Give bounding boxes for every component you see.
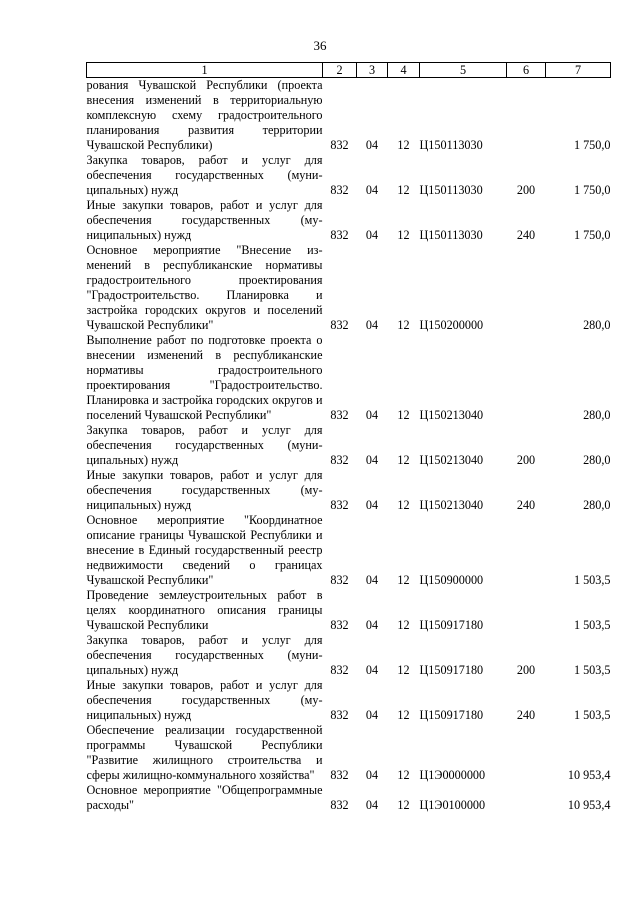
- row-expense-type: [507, 588, 546, 633]
- column-header-2: 2: [323, 63, 357, 78]
- row-expense-type: 200: [516, 453, 536, 467]
- table-row: [87, 423, 611, 468]
- table-row: [87, 198, 611, 243]
- row-expense-type: [507, 78, 546, 154]
- row-target-article: Ц150917180: [419, 708, 484, 722]
- table-row: [87, 633, 611, 678]
- row-name: Основное мероприятие "Общепрограммные расходы": [86, 783, 323, 812]
- row-name: Иные закупки товаров, работ и услуг для обеспечения государственных (муниципальных) нужд: [86, 678, 323, 722]
- row-subsection-code: 12: [397, 768, 410, 782]
- row-ministry-code: 832: [330, 408, 349, 422]
- row-subsection-code: 12: [397, 318, 410, 332]
- row-amount: 10 953,4: [567, 798, 611, 812]
- row-expense-type: [507, 513, 546, 588]
- row-subsection-code: 12: [397, 408, 410, 422]
- row-section-code: 04: [365, 663, 379, 677]
- row-subsection-code: 12: [397, 618, 410, 632]
- column-header-1: 1: [87, 63, 323, 78]
- row-ministry-code: 832: [330, 708, 349, 722]
- row-name: Основное мероприятие "Внесение изменений в республиканские нормативы градостроительного проектирования "Градостроительство. Планировка и застройка городских округов и поселений Чувашской Республики": [86, 243, 323, 332]
- column-header-7: 7: [546, 63, 611, 78]
- row-amount: 280,0: [583, 318, 611, 332]
- table-row: [87, 468, 611, 513]
- row-ministry-code: 832: [330, 318, 349, 332]
- row-amount: 10 953,4: [567, 768, 611, 782]
- budget-table: [86, 62, 611, 813]
- table-row: [87, 783, 611, 813]
- row-section-code: 04: [365, 768, 379, 782]
- row-section-code: 04: [365, 573, 379, 587]
- row-section-code: 04: [365, 138, 379, 152]
- row-ministry-code: 832: [330, 498, 349, 512]
- row-ministry-code: 832: [330, 453, 349, 467]
- page-number: 36: [313, 38, 327, 53]
- row-subsection-code: 12: [397, 138, 410, 152]
- table-header-row: [87, 63, 611, 78]
- row-amount: 1 750,0: [573, 138, 611, 152]
- row-target-article: Ц150917180: [419, 663, 484, 677]
- row-amount: 1 503,5: [573, 708, 611, 722]
- table-row: [87, 723, 611, 783]
- row-subsection-code: 12: [397, 798, 410, 812]
- row-expense-type: 240: [516, 498, 536, 512]
- row-target-article: Ц150900000: [419, 573, 484, 587]
- row-section-code: 04: [365, 318, 379, 332]
- table-row: [87, 678, 611, 723]
- row-amount: 1 750,0: [573, 228, 611, 242]
- row-expense-type: 240: [516, 708, 536, 722]
- table-row: [87, 513, 611, 588]
- row-ministry-code: 832: [330, 768, 349, 782]
- row-amount: 1 503,5: [573, 618, 611, 632]
- row-expense-type: [507, 723, 546, 783]
- row-section-code: 04: [365, 183, 379, 197]
- row-section-code: 04: [365, 408, 379, 422]
- table-body: [87, 78, 611, 814]
- row-name: Обеспечение реализации государственной программы Чувашской Республики "Развитие жилищного строительства и сферы жилищно-коммунального хозяйства": [86, 723, 323, 782]
- row-target-article: Ц150113030: [419, 228, 483, 242]
- row-section-code: 04: [365, 798, 379, 812]
- row-ministry-code: 832: [330, 663, 349, 677]
- row-section-code: 04: [365, 228, 379, 242]
- row-section-code: 04: [365, 498, 379, 512]
- column-header-5: 5: [420, 63, 507, 78]
- row-section-code: 04: [365, 453, 379, 467]
- row-ministry-code: 832: [330, 138, 349, 152]
- row-expense-type: [507, 243, 546, 333]
- row-amount: 1 503,5: [573, 573, 611, 587]
- row-section-code: 04: [365, 618, 379, 632]
- row-subsection-code: 12: [397, 183, 410, 197]
- row-name: Основное мероприятие "Координатное описание границы Чувашской Республики и внесение в Единый государственный реестр недвижимости сведений о границах Чувашской Республики": [86, 513, 323, 587]
- row-target-article: Ц150213040: [419, 453, 484, 467]
- row-subsection-code: 12: [397, 573, 410, 587]
- row-subsection-code: 12: [397, 228, 410, 242]
- row-section-code: 04: [365, 708, 379, 722]
- row-name: Иные закупки товаров, работ и услуг для обеспечения государственных (муниципальных) нужд: [86, 198, 323, 242]
- row-subsection-code: 12: [397, 708, 410, 722]
- row-target-article: Ц150113030: [419, 183, 483, 197]
- column-header-4: 4: [388, 63, 420, 78]
- row-subsection-code: 12: [397, 663, 410, 677]
- row-subsection-code: 12: [397, 498, 410, 512]
- row-subsection-code: 12: [397, 453, 410, 467]
- row-name: рования Чувашской Республики (проекта внесения изменений в территориальную комплексную схему градостроительного планирования развития территории Чувашской Республики): [86, 78, 323, 152]
- row-target-article: Ц150213040: [419, 498, 484, 512]
- row-name: Иные закупки товаров, работ и услуг для обеспечения государственных (муниципальных) нужд: [86, 468, 323, 512]
- row-amount: 280,0: [583, 408, 611, 422]
- row-expense-type: 200: [516, 183, 536, 197]
- row-ministry-code: 832: [330, 573, 349, 587]
- row-name: Закупка товаров, работ и услуг для обеспечения государственных (муниципальных) нужд: [86, 153, 323, 197]
- row-name: Выполнение работ по подготовке проекта о внесении изменений в республиканские нормативы градостроительного проектирования "Градостроительство. Планировка и застройка городских округов и поселений Чувашской Республики": [86, 333, 323, 422]
- table-row: [87, 243, 611, 333]
- row-ministry-code: 832: [330, 228, 349, 242]
- column-header-6: 6: [507, 63, 546, 78]
- row-expense-type: [507, 333, 546, 423]
- row-ministry-code: 832: [330, 618, 349, 632]
- row-amount: 280,0: [583, 498, 611, 512]
- table-row: [87, 333, 611, 423]
- row-ministry-code: 832: [330, 183, 349, 197]
- row-target-article: Ц150113030: [419, 138, 483, 152]
- row-target-article: Ц150200000: [419, 318, 484, 332]
- column-header-3: 3: [357, 63, 388, 78]
- row-target-article: Ц1Э0000000: [419, 768, 486, 782]
- row-amount: 280,0: [583, 453, 611, 467]
- row-target-article: Ц150213040: [419, 408, 484, 422]
- row-expense-type: 200: [516, 663, 536, 677]
- row-name: Закупка товаров, работ и услуг для обеспечения государственных (муниципальных) нужд: [86, 423, 323, 467]
- row-amount: 1 503,5: [573, 663, 611, 677]
- row-amount: 1 750,0: [573, 183, 611, 197]
- row-expense-type: [507, 783, 546, 813]
- table-row: [87, 78, 611, 154]
- row-expense-type: 240: [516, 228, 536, 242]
- row-target-article: Ц150917180: [419, 618, 484, 632]
- row-ministry-code: 832: [330, 798, 349, 812]
- row-target-article: Ц1Э0100000: [419, 798, 486, 812]
- table-row: [87, 153, 611, 198]
- table-row: [87, 588, 611, 633]
- row-name: Проведение землеустроительных работ в целях координатного описания границы Чувашской Республики: [86, 588, 323, 632]
- row-name: Закупка товаров, работ и услуг для обеспечения государственных (муниципальных) нужд: [86, 633, 323, 677]
